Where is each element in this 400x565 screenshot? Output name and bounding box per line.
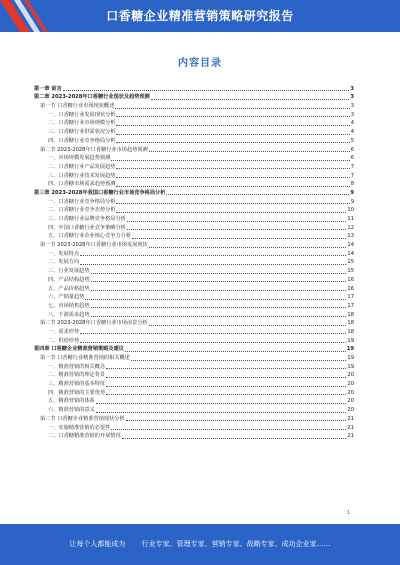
document-title: 口香糖企业精准营销策略研究报告: [106, 9, 294, 23]
toc-leader-dots: [96, 403, 347, 404]
toc-entry-title: 第二节 口香糖企业精准营销现状分析: [40, 415, 125, 422]
toc-entry-title: 一、精准营销的相关概念: [48, 363, 106, 370]
toc-entry-title: 三、行业发展趋势: [48, 268, 90, 275]
toc-entry[interactable]: [34, 84, 354, 93]
toc-entry[interactable]: [34, 423, 354, 432]
toc-leader-dots: [96, 412, 347, 413]
toc-entry-page: 13: [347, 233, 354, 240]
toc-entry-page: 21: [347, 433, 354, 440]
toc-entry[interactable]: [34, 336, 354, 345]
toc-entry[interactable]: [34, 145, 354, 154]
toc-entry-title: 二、口香糖精准营销的开展情况: [48, 433, 121, 440]
toc-entry[interactable]: [34, 397, 354, 406]
toc-leader-dots: [106, 368, 346, 369]
toc-leader-dots: [116, 168, 349, 169]
toc-leader-dots: [166, 194, 349, 195]
toc-entry[interactable]: [34, 119, 354, 128]
toc-entry[interactable]: [34, 249, 354, 258]
toc-entry[interactable]: [34, 188, 354, 197]
toc-entry-page: 18: [347, 311, 354, 318]
toc-entry-page: 4: [350, 129, 354, 136]
toc-entry[interactable]: [34, 93, 354, 102]
toc-entry-title: 五、精准营销的体系: [48, 398, 95, 405]
toc-entry-page: 18: [347, 328, 354, 335]
toc-entry-page: 15: [347, 268, 354, 275]
footer-slogan-left: 让每个人都能成为: [69, 540, 126, 548]
toc-entry-page: 17: [347, 294, 354, 301]
toc-leader-dots: [149, 247, 347, 248]
toc-heading: 内容目录: [178, 58, 222, 69]
toc-entry[interactable]: [34, 310, 354, 319]
toc-entry[interactable]: [34, 101, 354, 110]
toc-entry-title: 四、口香糖市场需求趋势预测: [48, 181, 116, 188]
toc-leader-dots: [116, 116, 349, 117]
toc-leader-dots: [91, 316, 347, 317]
toc-leader-dots: [80, 264, 346, 265]
toc-entry[interactable]: [34, 154, 354, 163]
toc-entry-title: 二、精准营销的理论背景: [48, 372, 106, 379]
toc-entry-title: 二、发展方向: [48, 259, 80, 266]
toc-leader-dots: [116, 125, 349, 126]
toc-entry-page: 20: [347, 398, 354, 405]
toc-leader-dots: [115, 108, 349, 109]
toc-leader-dots: [116, 203, 349, 204]
toc-entry-title: 第一节 2023-2028年口香糖行业市场发展现状: [40, 242, 148, 249]
toc-leader-dots: [149, 151, 350, 152]
toc-entry[interactable]: [34, 180, 354, 189]
toc-entry-page: 14: [347, 250, 354, 257]
toc-entry[interactable]: [34, 319, 354, 328]
toc-entry[interactable]: [34, 206, 354, 215]
toc-entry-page: 19: [347, 337, 354, 344]
toc-entry[interactable]: [34, 345, 354, 354]
toc-entry-page: 20: [347, 407, 354, 414]
toc-entry-title: 六、产销量趋势: [48, 294, 85, 301]
toc-entry-page: 5: [350, 137, 354, 144]
toc-entry-page: 19: [347, 363, 354, 370]
toc-entry-page: 7: [350, 172, 354, 179]
toc-entry[interactable]: [34, 301, 354, 310]
toc-entry[interactable]: [34, 240, 354, 249]
toc-entry-title: 六、精准营销的意义: [48, 407, 95, 414]
toc-entry[interactable]: [34, 127, 354, 136]
toc-entry[interactable]: [34, 388, 354, 397]
toc-entry[interactable]: [34, 258, 354, 267]
toc-entry-title: 二、口香糖行业市场规模分析: [48, 120, 116, 127]
toc-entry-page: 19: [346, 346, 354, 353]
toc-entry-page: 20: [347, 372, 354, 379]
toc-leader-dots: [85, 299, 346, 300]
toc-entry[interactable]: [34, 197, 354, 206]
toc-entry[interactable]: [34, 275, 354, 284]
toc-entry-title: 三、口香糖行业供需状况分析: [48, 129, 116, 136]
toc-entry-page: 20: [347, 389, 354, 396]
toc-entry-page: 16: [347, 285, 354, 292]
toc-entry-page: 21: [347, 415, 354, 422]
toc-entry-title: 三、精准营销的基本特征: [48, 381, 106, 388]
toc-entry-title: 第三章 2023-2028年我国口香糖行业市场竞争格局分析: [34, 189, 166, 196]
toc-entry-page: 12: [347, 224, 354, 231]
toc-leader-dots: [63, 90, 350, 91]
table-of-contents: [34, 84, 354, 440]
toc-leader-dots: [131, 360, 347, 361]
toc-entry-title: 一、发展特点: [48, 250, 80, 257]
toc-entry-title: 一、口香糖行业发展现状分析: [48, 111, 116, 118]
toc-entry-title: 三、口香糖行业技术发展趋势: [48, 172, 116, 179]
toc-entry-title: 一、需求形势: [48, 328, 80, 335]
toc-entry-page: 3: [350, 103, 354, 110]
toc-leader-dots: [116, 134, 349, 135]
toc-entry[interactable]: [34, 353, 354, 362]
toc-entry-page: 16: [347, 276, 354, 283]
toc-entry[interactable]: [34, 284, 354, 293]
toc-entry-title: 第一节 口香糖行业精准营销的相关概述: [40, 355, 130, 361]
toc-leader-dots: [91, 307, 347, 308]
toc-entry[interactable]: [34, 110, 354, 119]
toc-leader-dots: [80, 333, 346, 334]
toc-entry-page: 20: [347, 381, 354, 388]
toc-entry[interactable]: [34, 171, 354, 180]
toc-entry-title: 第一节 口香糖行业市场现状概述: [40, 103, 115, 110]
toc-entry[interactable]: [34, 327, 354, 336]
toc-leader-dots: [132, 238, 346, 239]
toc-entry[interactable]: [34, 136, 354, 145]
toc-entry[interactable]: [34, 266, 354, 275]
toc-entry-page: 3: [350, 85, 354, 92]
toc-entry-page: 19: [347, 355, 354, 361]
toc-entry[interactable]: [34, 232, 354, 241]
toc-entry-title: 二、口香糖行业竞争态势分析: [48, 207, 116, 214]
toc-entry-page: 17: [347, 302, 354, 309]
toc-entry-title: 四、精准营销的主要优势: [48, 389, 106, 396]
toc-entry-page: 11: [347, 216, 354, 222]
toc-leader-dots: [116, 186, 349, 187]
toc-leader-dots: [125, 351, 346, 352]
toc-leader-dots: [116, 212, 346, 213]
toc-entry-page: 4: [350, 120, 354, 127]
toc-entry-title: 四、产品结构趋势: [48, 276, 90, 283]
toc-leader-dots: [116, 142, 349, 143]
footer-bar: [0, 524, 400, 565]
toc-entry-page: 7: [350, 163, 354, 170]
toc-entry-page: 6: [350, 155, 354, 162]
toc-entry[interactable]: [34, 432, 354, 441]
toc-entry-page: 6: [350, 146, 354, 153]
toc-leader-dots: [91, 290, 347, 291]
toc-entry-title: 一、口香糖行业竞争格局分析: [48, 198, 116, 205]
toc-leader-dots: [91, 281, 347, 282]
toc-entry-page: 10: [347, 207, 354, 214]
toc-leader-dots: [111, 160, 349, 161]
toc-entry-title: 第二节 2023-2028年口香糖行业市场趋势预测: [40, 146, 148, 153]
toc-leader-dots: [122, 438, 347, 439]
toc-entry-page: 3: [350, 111, 354, 118]
footer-slogan: [0, 524, 400, 565]
toc-entry-title: 三、口香糖行业品牌竞争格局分析: [48, 216, 126, 222]
toc-entry-title: 一、市场规模发展趋势预测: [48, 155, 111, 162]
toc-entry-title: 第一章 前言: [34, 85, 62, 92]
toc-entry[interactable]: [34, 405, 354, 414]
toc-leader-dots: [106, 377, 346, 378]
toc-entry-page: 9: [350, 189, 354, 196]
page-number: 1: [346, 510, 350, 516]
toc-entry-title: 五、产品价格趋势: [48, 285, 90, 292]
toc-entry-page: 8: [350, 181, 354, 188]
toc-entry-title: 二、口香糖行业产品发展趋势: [48, 163, 116, 170]
toc-leader-dots: [106, 394, 346, 395]
toc-entry-page: 15: [347, 259, 354, 266]
toc-entry-title: 五、口香糖行业企业核心竞争力分析: [48, 233, 132, 240]
toc-leader-dots: [106, 386, 346, 387]
toc-entry-page: 9: [350, 198, 354, 205]
toc-entry[interactable]: [34, 162, 354, 171]
footer-slogan-right: 行业专家、管理专家、营销专家、战略专家、成功企业家……: [141, 540, 331, 548]
toc-leader-dots: [111, 429, 346, 430]
toc-leader-dots: [151, 99, 350, 100]
toc-entry-page: 21: [347, 424, 354, 431]
toc-entry[interactable]: [34, 362, 354, 371]
toc-entry-title: 四、口香糖行业竞争格局分析: [48, 137, 116, 144]
toc-entry-title: 八、下游需求趋势: [48, 311, 90, 318]
toc-entry-title: 第二节 2023-2028年口香糖行业市场前景分析: [40, 320, 148, 327]
toc-entry-page: 14: [347, 242, 354, 249]
toc-leader-dots: [91, 273, 347, 274]
toc-entry-title: 二、供给形势: [48, 337, 80, 344]
toc-leader-dots: [80, 342, 346, 343]
toc-leader-dots: [127, 221, 347, 222]
toc-entry[interactable]: [34, 214, 354, 223]
toc-leader-dots: [127, 229, 347, 230]
toc-entry-page: 18: [347, 320, 354, 327]
toc-entry-title: 七、市场销售趋势: [48, 302, 90, 309]
toc-entry-title: 第四章 口香糖企业精准营销策略及建议: [34, 346, 124, 353]
toc-entry[interactable]: [34, 293, 354, 302]
toc-entry-title: 一、实施精准营销的必要性: [48, 424, 111, 431]
toc-entry-title: 四、中国口香糖行业竞争策略分析: [48, 224, 126, 231]
toc-entry[interactable]: [34, 379, 354, 388]
toc-leader-dots: [116, 177, 349, 178]
toc-entry[interactable]: [34, 414, 354, 423]
toc-entry-page: 3: [350, 94, 354, 101]
toc-entry[interactable]: [34, 223, 354, 232]
toc-leader-dots: [126, 420, 347, 421]
toc-leader-dots: [149, 325, 347, 326]
toc-entry-title: 第二章 2023-2028年口香糖行业现状及趋势预测: [34, 94, 150, 101]
toc-entry[interactable]: [34, 371, 354, 380]
header-bar: [0, 0, 400, 32]
toc-leader-dots: [80, 255, 346, 256]
